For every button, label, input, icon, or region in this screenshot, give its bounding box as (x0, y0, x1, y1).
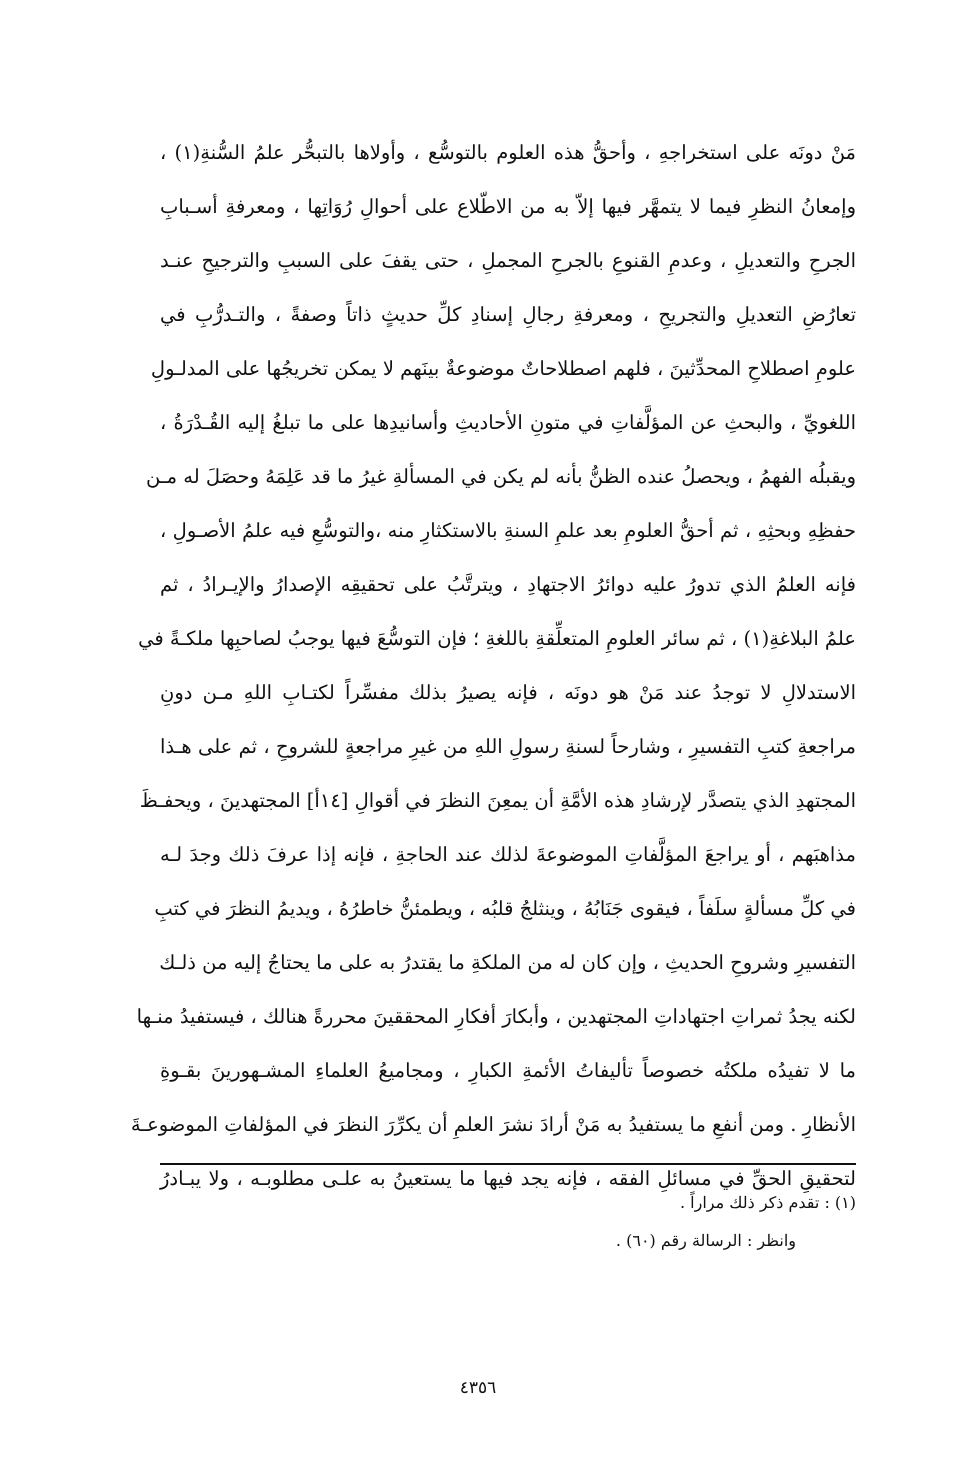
text-line: ويقبلُه الفهمُ ، ويحصلُ عنده الظنُّ بأنه لم يكن في المسألةِ غيرُ ما قد عَلِمَهُ وحصَلَ له مـن (146, 465, 856, 488)
text-line: الجرحِ والتعديلِ ، وعدمِ القنوعِ بالجرحِ المجملِ ، حتى يقفَ على السببِ والترجيحِ عنـد (160, 249, 856, 272)
text-line: مراجعةِ كتبِ التفسيرِ ، وشارحاً لسنةِ رسولِ اللهِ من غيرِ مراجعةٍ للشروحِ ، ثم على هـذا (160, 735, 856, 758)
footnotes (160, 1184, 856, 1260)
main-text (130, 126, 856, 1206)
text-line: تعارُضِ التعديلِ والتجريحِ ، ومعرفةِ رجالِ إسنادِ كلِّ حديثٍ ذاتاً وصفةً ، والتـدرُّبِ في (160, 303, 856, 326)
text-line: وإمعانُ النظرِ فيما لا يتمهَّر فيها إلاّ به من الاطّلاع على أحوالِ رُوَاتِها ، ومعرفةِ أسـبابِ (160, 195, 856, 218)
text-line: المجتهدِ الذي يتصدَّر لإرشادِ هذه الأمَّةِ أن يمعِنَ النظرَ في أقوالِ [١٤أ] المجتهدينَ ، ويحفـظَ (139, 789, 856, 812)
text-line: لكنه يجدُ ثمراتِ اجتهاداتِ المجتهدين ، وأبكارَ أفكارِ المحققينَ محررةً هنالك ، فيستفيدُ منـها (136, 1005, 856, 1028)
text-line: فإنه العلمُ الذي تدورُ عليه دوائرُ الاجتهادِ ، ويترتَّبُ على تحقيقِه الإصدارُ والإيـرادُ ، ثم (160, 573, 856, 596)
text-line: التفسيرِ وشروحِ الحديثِ ، وإن كان له من الملكةِ ما يقتدرُ به على ما يحتاجُ إليه من ذلـك (159, 951, 856, 974)
page-number: ٤٣٥٦ (459, 1378, 497, 1398)
footnote-1: (١) : تقدم ذكر ذلك مراراً . (680, 1193, 856, 1212)
text-line: الاستدلالِ لا توجدُ عند مَنْ هو دونَه ، فإنه يصيرُ بذلك مفسِّراً لكتـابِ اللهِ مـن دونِ (160, 681, 856, 704)
footnote-1-continuation: وانظر : الرسالة رقم (٦٠) . (615, 1231, 796, 1250)
text-line: لتحقيقِ الحقِّ في مسائلِ الفقه ، فإنه يجد فيها ما يستعينُ به علـى مطلوبـه ، ولا يبـادرُ (160, 1167, 856, 1190)
text-line: ما لا تفيدُه ملكتُه خصوصاً تأليفاتُ الأئمةِ الكبارِ ، ومجاميعُ العلماءِ المشـهورينَ بقـوةِ (160, 1059, 856, 1082)
text-line: الأنظارِ . ومن أنفعِ ما يستفيدُ به مَنْ أرادَ نشرَ العلمِ أن يكرِّرَ النظرَ في المؤلفاتِ الموضوعـةَ (130, 1113, 856, 1136)
text-line: في كلِّ مسألةٍ سلَفاً ، فيقوى جَنَابُهُ ، وينثلجُ قلبُه ، ويطمئنُّ خاطرُهُ ، ويديمُ النظرَ في كتبِ (154, 897, 856, 920)
text-line: علمُ البلاغةِ(١) ، ثم سائر العلومِ المتعلِّقةِ باللغةِ ؛ فإن التوسُّعَ فيها يوجبُ لصاحبِها ملكـةً في (138, 627, 856, 650)
text-line: مَنْ دونَه على استخراجهِ ، وأحقُّ هذه العلوم بالتوسُّع ، وأولاها بالتبحُّر علمُ السُّنةِ(١) ، (160, 141, 856, 164)
footnote-divider (160, 1163, 856, 1165)
text-line: اللغويِّ ، والبحثِ عن المؤلَّفاتِ في متونِ الأحاديثِ وأسانيدِها على ما تبلغُ إليه القُـدْرَةُ ، (160, 411, 856, 434)
text-line: علومِ اصطلاحِ المحدِّثينَ ، فلهم اصطلاحاتٌ موضوعةٌ بينَهم لا يمكن تخريجُها على المدلـولِ (150, 357, 856, 380)
text-line: مذاهبَهم ، أو يراجعَ المؤلَّفاتِ الموضوعةَ لذلك عند الحاجةِ ، فإنه إذا عرفَ ذلك وجدَ لـه (160, 843, 856, 866)
text-line: حفظِهِ وبحثِهِ ، ثم أحقُّ العلومِ بعد علمِ السنةِ بالاستكثارِ منه ،والتوسُّعِ فيه علمُ الأصـولِ ، (160, 519, 856, 542)
